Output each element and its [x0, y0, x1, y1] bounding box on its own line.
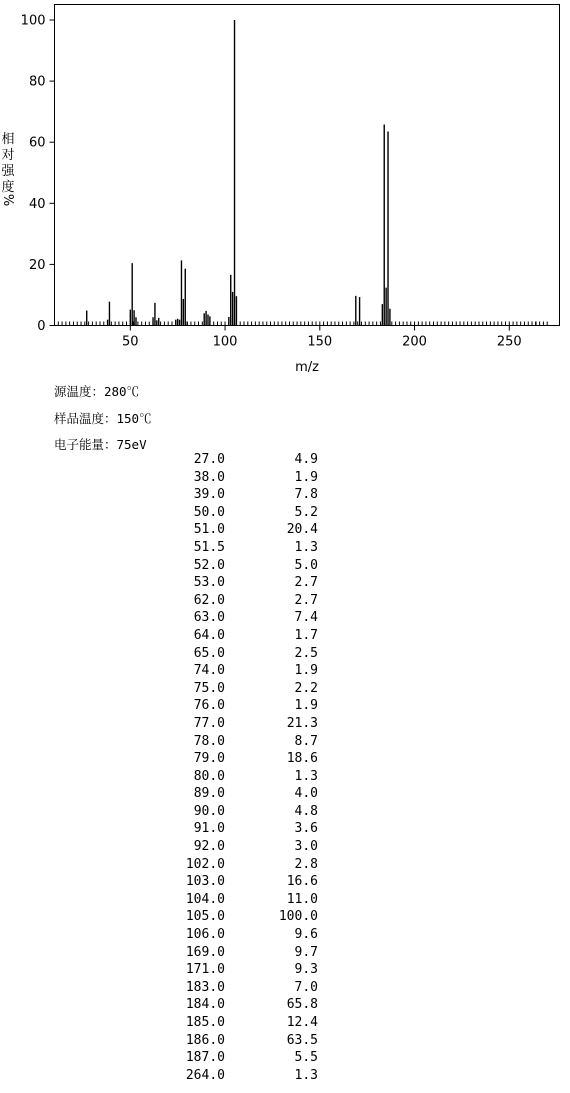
peak-row	[150, 609, 318, 627]
plot-frame	[55, 5, 560, 326]
peak-abundance: 9.6	[294, 927, 318, 943]
peak-abundance: 5.2	[294, 504, 318, 520]
peak-row	[150, 680, 318, 698]
peak-row	[150, 539, 318, 557]
peak-row	[150, 504, 318, 522]
peak-abundance: 11.0	[286, 891, 318, 907]
y-tick-label: 20	[28, 257, 46, 273]
peak-row	[150, 996, 318, 1014]
peak-mz: 171.0	[185, 962, 225, 978]
peak-mz: 184.0	[185, 997, 225, 1013]
x-tick-label: 250	[496, 334, 522, 350]
peak-abundance: 20.4	[286, 522, 318, 538]
peak-row	[150, 1067, 318, 1085]
peak-row	[150, 944, 318, 962]
y-axis-ticks	[21, 14, 55, 335]
peak-row	[150, 592, 318, 610]
peak-mz: 38.0	[193, 469, 225, 485]
peak-row	[150, 697, 318, 715]
peak-abundance: 1.9	[294, 698, 318, 714]
peak-abundance: 7.8	[294, 487, 318, 503]
spectrum-bars	[87, 20, 536, 326]
peak-mz: 186.0	[185, 1032, 225, 1048]
peak-row	[150, 715, 318, 733]
peak-mz: 79.0	[193, 751, 225, 767]
mass-spectrum-chart	[0, 0, 570, 372]
peak-row	[150, 979, 318, 997]
peak-row	[150, 768, 318, 786]
peak-abundance: 4.0	[294, 786, 318, 802]
peak-abundance: 2.7	[294, 592, 318, 608]
peak-abundance: 1.3	[294, 539, 318, 555]
peak-row	[150, 1032, 318, 1050]
peak-row	[150, 645, 318, 663]
peak-mz: 106.0	[185, 927, 225, 943]
peak-mz: 74.0	[193, 663, 225, 679]
peak-row	[150, 627, 318, 645]
peak-mz: 64.0	[193, 627, 225, 643]
peak-row	[150, 1049, 318, 1067]
y-axis-label	[0, 131, 15, 206]
y-tick-label: 40	[28, 196, 46, 212]
peak-abundance: 21.3	[286, 715, 318, 731]
peak-mz: 102.0	[185, 856, 225, 872]
peak-mz: 39.0	[193, 487, 225, 503]
y-tick-label: 60	[28, 135, 46, 151]
y-axis-label-char: 强	[1, 164, 15, 179]
peak-abundance: 2.8	[294, 856, 318, 872]
peak-row	[150, 891, 318, 909]
peak-table	[150, 451, 318, 1084]
peak-row	[150, 873, 318, 891]
peak-abundance: 5.0	[294, 557, 318, 573]
y-axis-label-char: 相	[1, 132, 15, 147]
peak-row	[150, 662, 318, 680]
peak-abundance: 7.4	[294, 610, 318, 626]
y-tick-label: 100	[20, 13, 46, 29]
source-temperature: 源温度：280℃	[54, 384, 140, 399]
peak-row	[150, 926, 318, 944]
peak-abundance: 9.3	[294, 962, 318, 978]
peak-mz: 51.0	[193, 522, 225, 538]
peak-row	[150, 557, 318, 575]
peak-abundance: 1.9	[294, 663, 318, 679]
peak-row	[150, 521, 318, 539]
peak-mz: 89.0	[193, 786, 225, 802]
peak-mz: 62.0	[193, 592, 225, 608]
peak-mz: 78.0	[193, 733, 225, 749]
peak-row	[150, 961, 318, 979]
x-axis-label: m/z	[295, 360, 319, 372]
peak-abundance: 2.2	[294, 680, 318, 696]
peak-row	[150, 908, 318, 926]
y-tick-label: 80	[28, 74, 46, 90]
peak-abundance: 8.7	[294, 733, 318, 749]
peak-abundance: 4.8	[294, 803, 318, 819]
peak-mz: 169.0	[185, 944, 225, 960]
peak-mz: 91.0	[193, 821, 225, 837]
peak-mz: 76.0	[193, 698, 225, 714]
peak-mz: 75.0	[193, 680, 225, 696]
peak-mz: 104.0	[185, 891, 225, 907]
peak-row	[150, 451, 318, 469]
peak-mz: 50.0	[193, 504, 225, 520]
peak-mz: 52.0	[193, 557, 225, 573]
peak-row	[150, 838, 318, 856]
peak-row	[150, 856, 318, 874]
peak-row	[150, 486, 318, 504]
peak-abundance: 2.7	[294, 575, 318, 591]
peak-mz: 90.0	[193, 803, 225, 819]
peak-mz: 77.0	[193, 715, 225, 731]
peak-mz: 105.0	[185, 909, 225, 925]
x-tick-label: 50	[122, 334, 139, 350]
peak-abundance: 9.7	[294, 944, 318, 960]
peak-abundance: 7.0	[294, 979, 318, 995]
peak-abundance: 100.0	[278, 909, 318, 925]
peak-abundance: 3.6	[294, 821, 318, 837]
peak-abundance: 18.6	[286, 751, 318, 767]
peak-abundance: 65.8	[286, 997, 318, 1013]
peak-row	[150, 750, 318, 768]
x-tick-label: 100	[212, 334, 238, 350]
peak-abundance: 1.9	[294, 469, 318, 485]
peak-mz: 27.0	[193, 452, 225, 467]
peak-mz: 53.0	[193, 575, 225, 591]
y-axis-label-char: %	[0, 193, 15, 207]
peak-mz: 103.0	[185, 874, 225, 890]
peak-mz: 92.0	[193, 839, 225, 855]
peak-mz: 264.0	[185, 1067, 225, 1083]
y-axis-label-char: 对	[1, 148, 15, 163]
peak-mz: 63.0	[193, 610, 225, 626]
peak-row	[150, 469, 318, 487]
peak-mz: 51.5	[193, 539, 225, 555]
x-axis-ticks	[122, 326, 522, 350]
peak-row	[150, 820, 318, 838]
peak-mz: 185.0	[185, 1015, 225, 1030]
peak-abundance: 1.3	[294, 1067, 318, 1083]
peak-row	[150, 785, 318, 803]
peak-abundance: 5.5	[294, 1050, 318, 1066]
peak-abundance: 12.4	[286, 1015, 318, 1030]
peak-abundance: 2.5	[294, 645, 318, 661]
peak-mz: 80.0	[193, 768, 225, 784]
peak-abundance: 16.6	[286, 874, 318, 890]
y-tick-label: 0	[37, 319, 46, 334]
peak-abundance: 1.7	[294, 627, 318, 643]
peak-row	[150, 574, 318, 592]
peak-mz: 187.0	[185, 1050, 225, 1066]
peak-mz: 183.0	[185, 979, 225, 995]
peak-row	[150, 1014, 318, 1032]
peak-row	[150, 733, 318, 751]
x-tick-label: 150	[307, 334, 333, 350]
peak-abundance: 1.3	[294, 768, 318, 784]
peak-mz: 65.0	[193, 645, 225, 661]
peak-abundance: 63.5	[286, 1032, 318, 1048]
x-tick-label: 200	[402, 334, 427, 350]
peak-row	[150, 803, 318, 821]
electron-energy: 电子能量：75eV	[54, 437, 147, 452]
y-axis-label-char: 度	[1, 180, 15, 195]
peak-abundance: 3.0	[294, 839, 318, 855]
sample-temperature: 样品温度：150℃	[54, 411, 152, 426]
peak-abundance: 4.9	[294, 452, 318, 467]
